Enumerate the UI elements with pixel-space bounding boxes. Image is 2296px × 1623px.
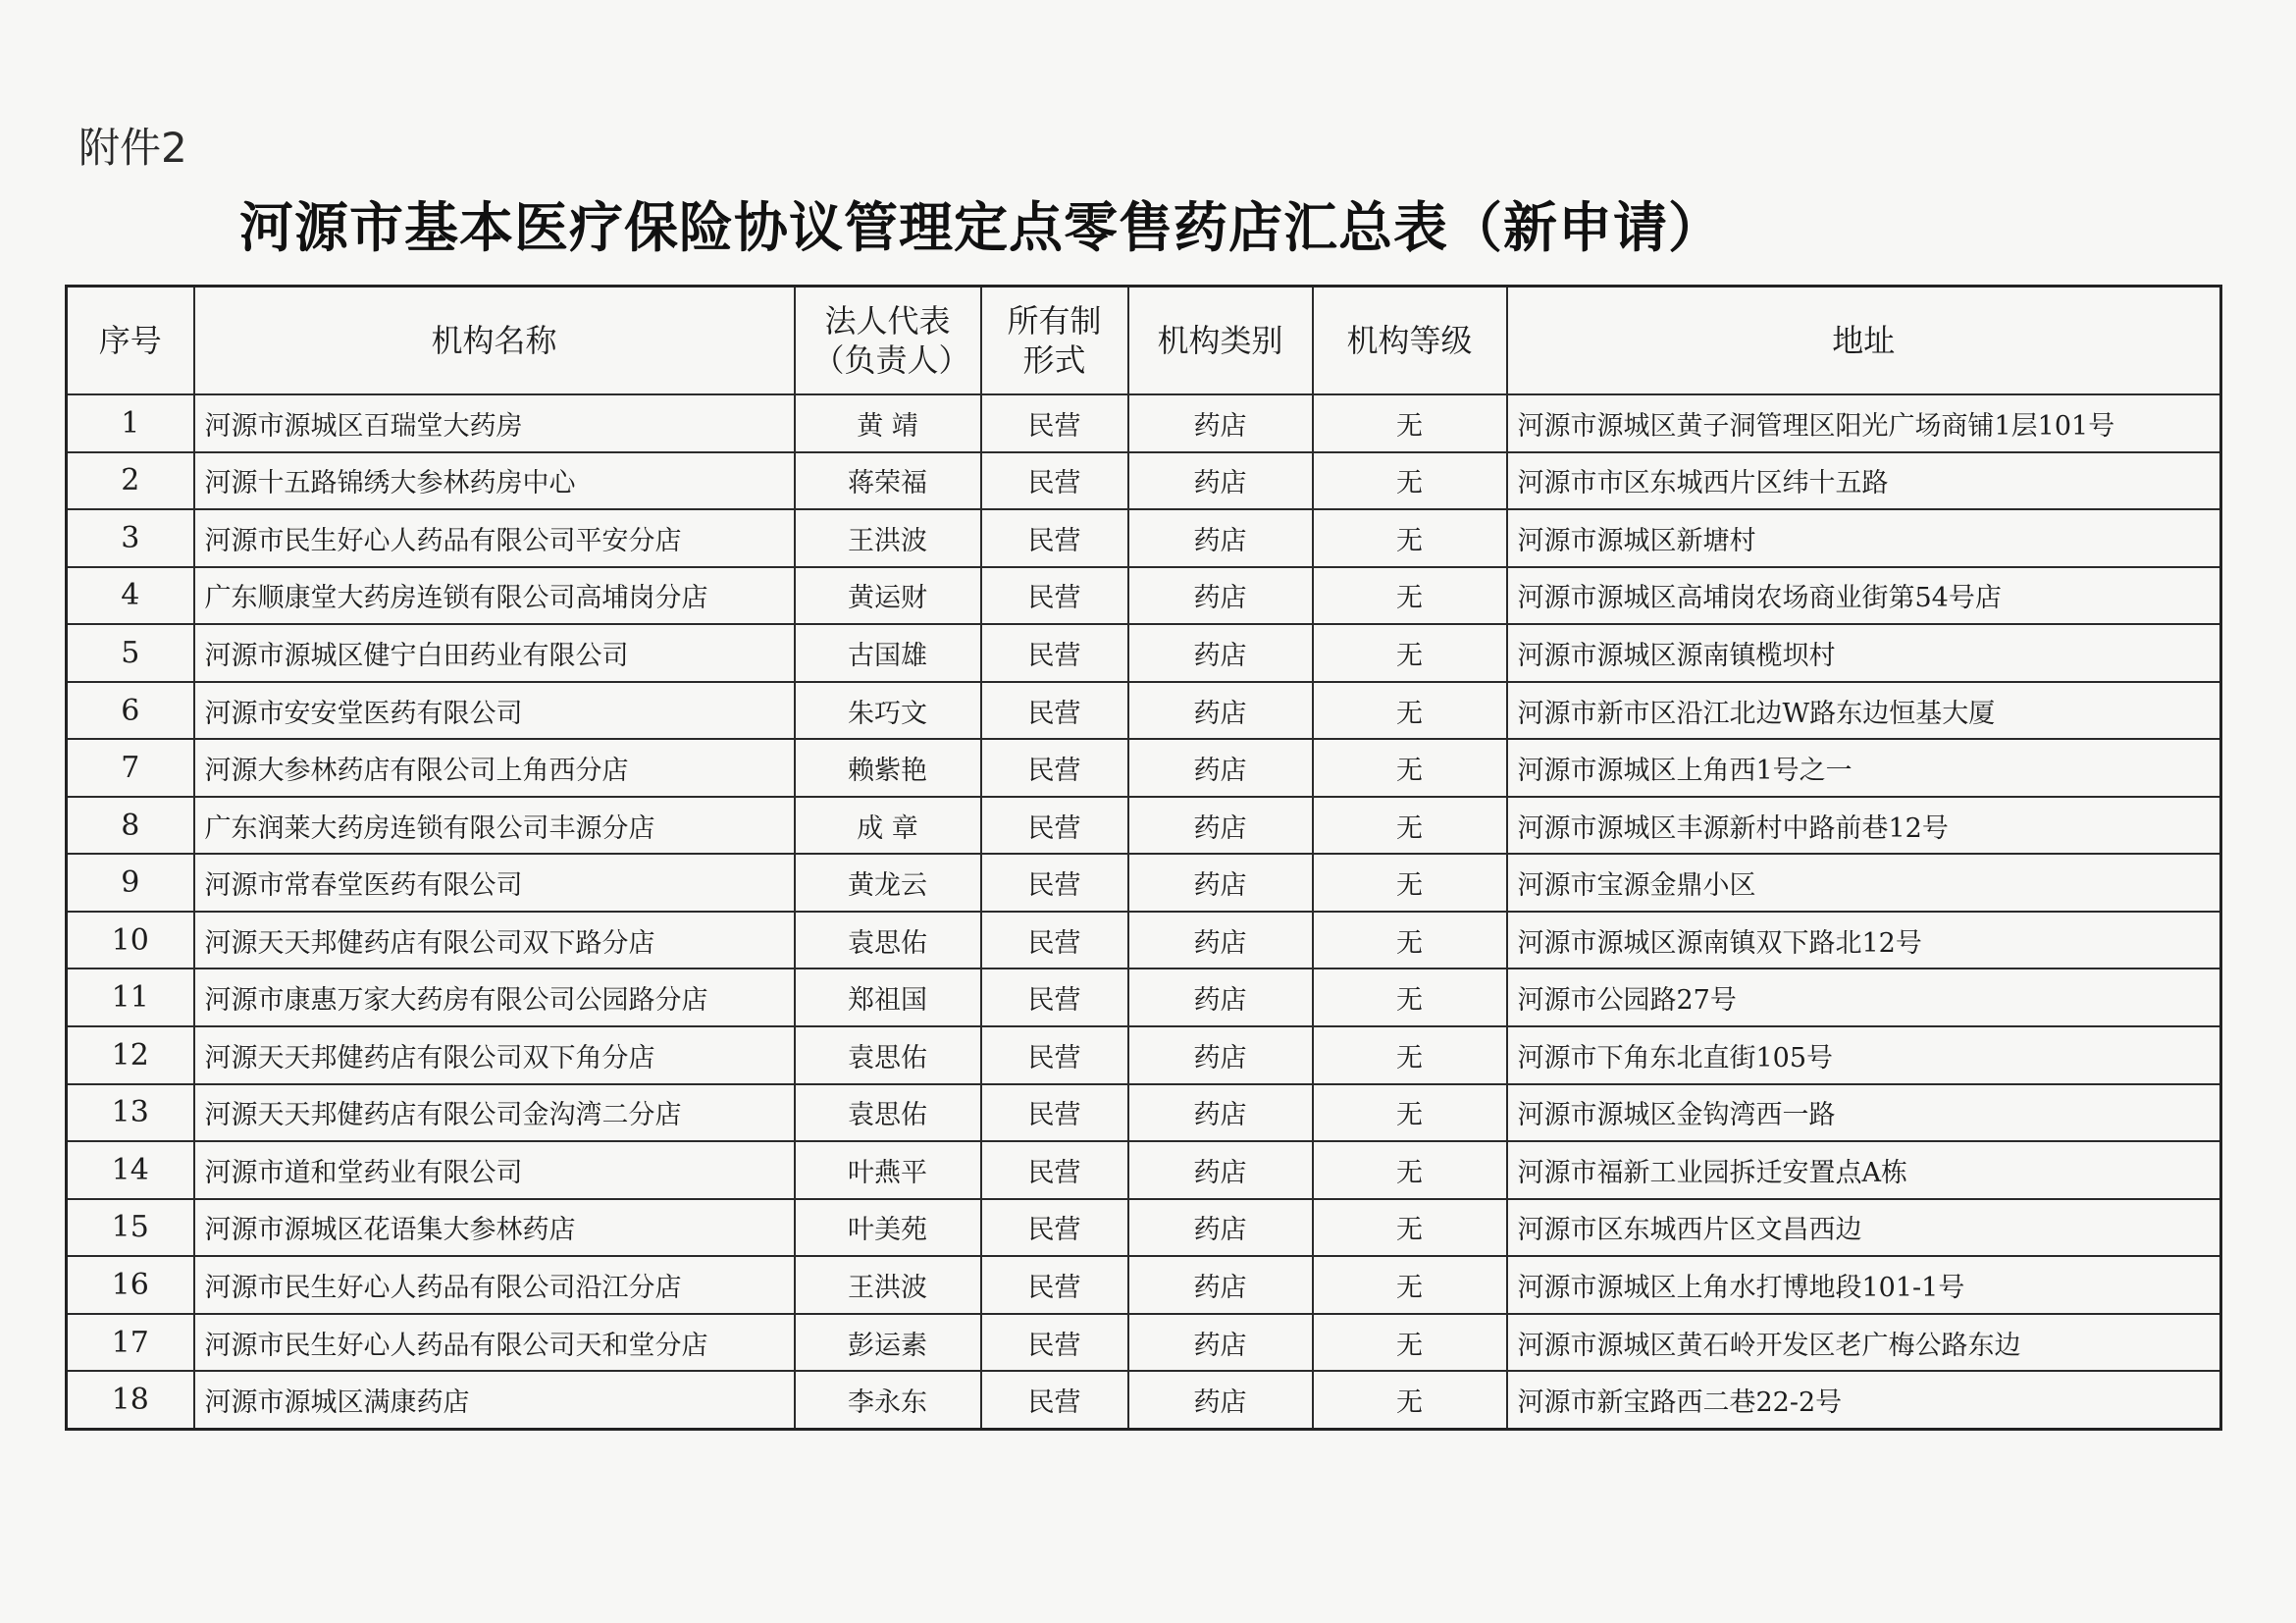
- cell-level: 无: [1313, 394, 1507, 452]
- cell-ownership: 民营: [981, 969, 1128, 1026]
- cell-ownership: 民营: [981, 682, 1128, 740]
- cell-level: 无: [1313, 509, 1507, 567]
- cell-level: 无: [1313, 1084, 1507, 1142]
- cell-name: 河源市常春堂医药有限公司: [194, 854, 795, 912]
- cell-type: 药店: [1128, 682, 1313, 740]
- cell-level: 无: [1313, 1199, 1507, 1257]
- cell-level: 无: [1313, 567, 1507, 625]
- header-person: 法人代表（负责人）: [795, 287, 981, 395]
- cell-person: 袁思佑: [795, 1026, 981, 1084]
- cell-seq: 2: [67, 452, 194, 510]
- header-level: 机构等级: [1313, 287, 1507, 395]
- cell-ownership: 民营: [981, 452, 1128, 510]
- table-row: [67, 509, 2221, 567]
- cell-address: 河源市新宝路西二巷22-2号: [1507, 1371, 2221, 1429]
- cell-level: 无: [1313, 912, 1507, 969]
- cell-type: 药店: [1128, 969, 1313, 1026]
- cell-type: 药店: [1128, 1371, 1313, 1429]
- cell-person: 蒋荣福: [795, 452, 981, 510]
- cell-ownership: 民营: [981, 1084, 1128, 1142]
- cell-ownership: 民营: [981, 509, 1128, 567]
- table-header: [67, 287, 2221, 395]
- cell-level: 无: [1313, 624, 1507, 682]
- cell-address: 河源市源城区新塘村: [1507, 509, 2221, 567]
- pharmacy-summary-table: [65, 285, 2222, 1431]
- cell-person: 朱巧文: [795, 682, 981, 740]
- cell-type: 药店: [1128, 509, 1313, 567]
- cell-seq: 10: [67, 912, 194, 969]
- cell-name: 河源大参林药店有限公司上角西分店: [194, 739, 795, 797]
- cell-person: 袁思佑: [795, 912, 981, 969]
- cell-name: 河源市道和堂药业有限公司: [194, 1141, 795, 1199]
- cell-type: 药店: [1128, 1026, 1313, 1084]
- cell-address: 河源市源城区黄子洞管理区阳光广场商铺1层101号: [1507, 394, 2221, 452]
- table-row: [67, 854, 2221, 912]
- cell-name: 河源市源城区健宁白田药业有限公司: [194, 624, 795, 682]
- cell-seq: 11: [67, 969, 194, 1026]
- cell-address: 河源市源城区上角西1号之一: [1507, 739, 2221, 797]
- table-row: [67, 1141, 2221, 1199]
- cell-seq: 3: [67, 509, 194, 567]
- cell-address: 河源市新市区沿江北边W路东边恒基大厦: [1507, 682, 2221, 740]
- cell-address: 河源市宝源金鼎小区: [1507, 854, 2221, 912]
- cell-level: 无: [1313, 1371, 1507, 1429]
- table-row: [67, 1026, 2221, 1084]
- cell-name: 河源天天邦健药店有限公司双下角分店: [194, 1026, 795, 1084]
- cell-person: 郑祖国: [795, 969, 981, 1026]
- cell-type: 药店: [1128, 624, 1313, 682]
- cell-name: 河源天天邦健药店有限公司金沟湾二分店: [194, 1084, 795, 1142]
- header-type: 机构类别: [1128, 287, 1313, 395]
- cell-ownership: 民营: [981, 912, 1128, 969]
- cell-type: 药店: [1128, 452, 1313, 510]
- cell-level: 无: [1313, 969, 1507, 1026]
- table-row: [67, 682, 2221, 740]
- cell-name: 广东润莱大药房连锁有限公司丰源分店: [194, 797, 795, 855]
- cell-person: 王洪波: [795, 509, 981, 567]
- cell-type: 药店: [1128, 1314, 1313, 1372]
- cell-ownership: 民营: [981, 394, 1128, 452]
- table-row: [67, 1371, 2221, 1429]
- cell-ownership: 民营: [981, 854, 1128, 912]
- cell-name: 河源市源城区花语集大参林药店: [194, 1199, 795, 1257]
- table-body: [67, 394, 2221, 1430]
- cell-level: 无: [1313, 1141, 1507, 1199]
- cell-type: 药店: [1128, 394, 1313, 452]
- table-row: [67, 452, 2221, 510]
- cell-seq: 6: [67, 682, 194, 740]
- cell-person: 李永东: [795, 1371, 981, 1429]
- cell-level: 无: [1313, 797, 1507, 855]
- cell-name: 广东顺康堂大药房连锁有限公司高埔岗分店: [194, 567, 795, 625]
- cell-type: 药店: [1128, 912, 1313, 969]
- cell-level: 无: [1313, 1256, 1507, 1314]
- cell-ownership: 民营: [981, 624, 1128, 682]
- cell-type: 药店: [1128, 1199, 1313, 1257]
- table-row: [67, 1314, 2221, 1372]
- cell-type: 药店: [1128, 1084, 1313, 1142]
- cell-address: 河源市源城区源南镇榄坝村: [1507, 624, 2221, 682]
- cell-person: 黄龙云: [795, 854, 981, 912]
- cell-person: 叶美苑: [795, 1199, 981, 1257]
- cell-type: 药店: [1128, 739, 1313, 797]
- header-name: 机构名称: [194, 287, 795, 395]
- table-row: [67, 1084, 2221, 1142]
- table-row: [67, 394, 2221, 452]
- table-row: [67, 1199, 2221, 1257]
- cell-seq: 13: [67, 1084, 194, 1142]
- cell-ownership: 民营: [981, 1256, 1128, 1314]
- cell-address: 河源市源城区上角水打博地段101-1号: [1507, 1256, 2221, 1314]
- cell-ownership: 民营: [981, 1314, 1128, 1372]
- cell-name: 河源市民生好心人药品有限公司平安分店: [194, 509, 795, 567]
- cell-person: 赖紫艳: [795, 739, 981, 797]
- header-address: 地址: [1507, 287, 2221, 395]
- attachment-label: 附件2: [78, 124, 187, 172]
- cell-seq: 9: [67, 854, 194, 912]
- cell-seq: 8: [67, 797, 194, 855]
- cell-address: 河源市区东城西片区文昌西边: [1507, 1199, 2221, 1257]
- cell-person: 王洪波: [795, 1256, 981, 1314]
- header-seq: 序号: [67, 287, 194, 395]
- cell-name: 河源市源城区百瑞堂大药房: [194, 394, 795, 452]
- cell-person: 黄运财: [795, 567, 981, 625]
- cell-person: 黄 靖: [795, 394, 981, 452]
- cell-ownership: 民营: [981, 1026, 1128, 1084]
- cell-seq: 12: [67, 1026, 194, 1084]
- cell-name: 河源市民生好心人药品有限公司天和堂分店: [194, 1314, 795, 1372]
- table-row: [67, 969, 2221, 1026]
- cell-ownership: 民营: [981, 1141, 1128, 1199]
- cell-level: 无: [1313, 452, 1507, 510]
- table-row: [67, 912, 2221, 969]
- cell-seq: 7: [67, 739, 194, 797]
- cell-seq: 4: [67, 567, 194, 625]
- cell-person: 古国雄: [795, 624, 981, 682]
- cell-type: 药店: [1128, 1256, 1313, 1314]
- cell-name: 河源市民生好心人药品有限公司沿江分店: [194, 1256, 795, 1314]
- table-row: [67, 624, 2221, 682]
- cell-name: 河源市源城区满康药店: [194, 1371, 795, 1429]
- cell-person: 彭运素: [795, 1314, 981, 1372]
- cell-address: 河源市下角东北直街105号: [1507, 1026, 2221, 1084]
- cell-ownership: 民营: [981, 1199, 1128, 1257]
- cell-name: 河源天天邦健药店有限公司双下路分店: [194, 912, 795, 969]
- table-row: [67, 1256, 2221, 1314]
- cell-address: 河源市公园路27号: [1507, 969, 2221, 1026]
- cell-address: 河源市源城区金钩湾西一路: [1507, 1084, 2221, 1142]
- cell-seq: 18: [67, 1371, 194, 1429]
- cell-seq: 16: [67, 1256, 194, 1314]
- cell-level: 无: [1313, 1314, 1507, 1372]
- cell-address: 河源市源城区黄石岭开发区老广梅公路东边: [1507, 1314, 2221, 1372]
- cell-type: 药店: [1128, 854, 1313, 912]
- cell-seq: 15: [67, 1199, 194, 1257]
- cell-name: 河源市康惠万家大药房有限公司公园路分店: [194, 969, 795, 1026]
- cell-person: 叶燕平: [795, 1141, 981, 1199]
- cell-type: 药店: [1128, 797, 1313, 855]
- cell-ownership: 民营: [981, 797, 1128, 855]
- cell-seq: 14: [67, 1141, 194, 1199]
- cell-address: 河源市福新工业园拆迁安置点A栋: [1507, 1141, 2221, 1199]
- header-ownership: 所有制形式: [981, 287, 1128, 395]
- cell-ownership: 民营: [981, 1371, 1128, 1429]
- cell-level: 无: [1313, 1026, 1507, 1084]
- cell-seq: 1: [67, 394, 194, 452]
- cell-seq: 17: [67, 1314, 194, 1372]
- cell-seq: 5: [67, 624, 194, 682]
- table-row: [67, 567, 2221, 625]
- cell-type: 药店: [1128, 1141, 1313, 1199]
- document-title: 河源市基本医疗保险协议管理定点零售药店汇总表（新申请）: [238, 196, 1723, 259]
- cell-name: 河源十五路锦绣大参林药房中心: [194, 452, 795, 510]
- cell-type: 药店: [1128, 567, 1313, 625]
- cell-level: 无: [1313, 739, 1507, 797]
- cell-person: 袁思佑: [795, 1084, 981, 1142]
- table-row: [67, 739, 2221, 797]
- cell-ownership: 民营: [981, 567, 1128, 625]
- cell-address: 河源市市区东城西片区纬十五路: [1507, 452, 2221, 510]
- cell-person: 成 章: [795, 797, 981, 855]
- cell-address: 河源市源城区高埔岗农场商业街第54号店: [1507, 567, 2221, 625]
- cell-level: 无: [1313, 854, 1507, 912]
- cell-ownership: 民营: [981, 739, 1128, 797]
- cell-name: 河源市安安堂医药有限公司: [194, 682, 795, 740]
- cell-address: 河源市源城区源南镇双下路北12号: [1507, 912, 2221, 969]
- cell-address: 河源市源城区丰源新村中路前巷12号: [1507, 797, 2221, 855]
- cell-level: 无: [1313, 682, 1507, 740]
- table-row: [67, 797, 2221, 855]
